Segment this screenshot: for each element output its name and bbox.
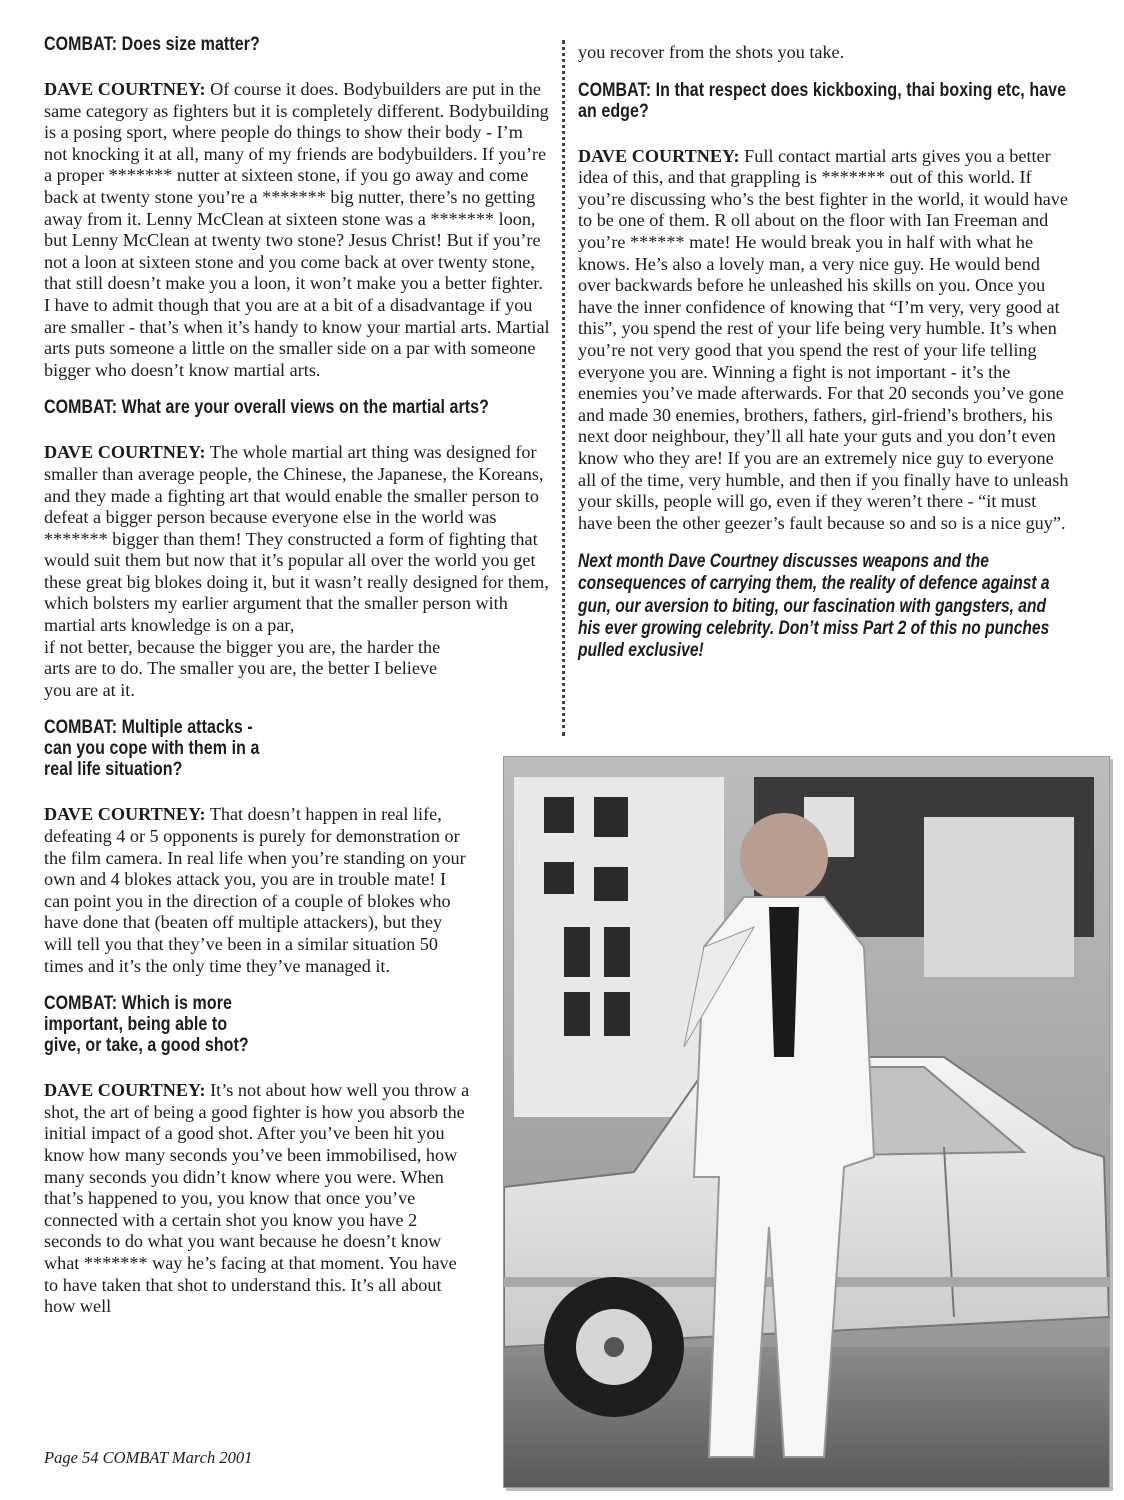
question-kickboxing: COMBAT: In that respect does kickboxing, thai boxing etc, have an edge?	[578, 78, 1067, 122]
page-footer: Page 54 COMBAT March 2001	[44, 1448, 253, 1467]
right-column	[578, 42, 1070, 661]
question-give-or-take: COMBAT: Which is more important, being able to give, or take, a good shot?	[44, 992, 249, 1057]
answer-continuation: you recover from the shots you take.	[578, 42, 845, 62]
speaker-label: DAVE COURTNEY:	[44, 442, 206, 463]
answer-martial-arts-views	[44, 442, 550, 636]
question-martial-arts-views: COMBAT: What are your overall views on the martial arts?	[44, 396, 490, 419]
answer-text: It’s not about how well you throw a shot, the art of being a good fighter is how you absorb the initial impact of a good shot. After you’ve been hit you know how many seconds you’ve been immobilised, how many seconds you didn’t know where you were. When that’s happened to you, you know that once you’ve connected with a certain shot you know you have 2 seconds to do what you want because he doesn’t know what ******* way he’s facing at that moment. You have to have taken that shot to understand this. It’s all about how well	[44, 1080, 470, 1317]
answer-size	[44, 79, 550, 381]
speaker-label: DAVE COURTNEY:	[44, 1080, 206, 1101]
speaker-label: DAVE COURTNEY:	[578, 145, 740, 166]
answer-kickboxing	[578, 146, 1070, 535]
speaker-label: DAVE COURTNEY:	[44, 804, 206, 825]
next-month-teaser: Next month Dave Courtney discusses weapons and the consequences of carrying them, the reality of defence against a gun, our aversion to biting, our fascination with gangsters, and his ever growing celebrity. Don’t miss Part 2 of this no punches pulled exclusive!	[578, 550, 1050, 662]
answer-text: That doesn’t happen in real life, defeating 4 or 5 opponents is purely for demonstration or the film camera. In real life when you’re standing on your own and 4 blokes attack you, you are in trouble mate! I can point you in the direction of a couple of blokes who have done that (beaten off multiple attackers), but they will tell you that they’ve been in a similar situation 50 times and it’s the only time they’ve managed it.	[44, 804, 466, 976]
answer-give-or-take	[44, 1080, 474, 1318]
question-multiple-attacks: COMBAT: Multiple attacks - can you cope with them in a real life situation?	[44, 716, 260, 781]
answer-martial-arts-views-tail: if not better, because the bigger you are, the harder the arts are to do. The smaller you are, the better I believe you are at it.	[44, 636, 441, 700]
answer-multiple-attacks	[44, 804, 474, 977]
answer-text: The whole martial art thing was designed for smaller than average people, the Chinese, the Japanese, the Koreans, and they made a fighting art that would enable the smaller person to defeat a bigger person because everyone else in the world was ******* bigger than them! They constructed a form of fighting that would suit them but now that it’s popular all over the world you get these great big blokes doing it, but it wasn’t really designed for them, which bolsters my earlier argument that the smaller person with martial arts knowledge is on a par,	[44, 442, 549, 636]
answer-text: Of course it does. Bodybuilders are put in the same category as fighters but it is completely different. Bodybuilding is a posing sport, where people do things to show their body - I’m not knocking it at all, many of my friends are bodybuilders. If you’re a proper ******* nutter at sixteen stone, if you go away and come back at twenty stone you’re a ******* big nutter, there’s no getting away from it. Lenny McClean at sixteen stone was a ******* loon, but Lenny McClean at twenty two stone? Jesus Christ! But if you’re not a loon at sixteen stone and you come back at over twenty stone, that still doesn’t make you a loon, it won’t make you a better fighter. I have to admit though that you are at a bit of a disadvantage if you are smaller - that’s when it’s handy to know your martial arts. Martial arts puts someone a little on the smaller side on a par with someone bigger who doesn’t know martial arts.	[44, 79, 550, 380]
question-size: COMBAT: Does size matter?	[44, 33, 260, 55]
photo-illustration	[504, 757, 1109, 1487]
answer-text: Full contact martial arts gives you a better idea of this, and that grappling is ******* out of this world. If you’re discussing who’s the best fighter in the world, it would have to be one of them. R oll about on the floor with Ian Freeman and you’re ****** mate! He would break you in half with what he knows. He’s also a lovely man, a very nice guy. He would bend over backwards before he unleashed his skills on you. Once you have the inner confidence of knowing that “I’m very, very good at this”, you spend the rest of your life being very humble. It’s when you’re not very good that you spend the rest of your life telling everyone you are. Winning a fight is not important - it’s the enemies you’ve made afterwards. For that 20 seconds you’ve gone and made 30 enemies, brothers, fathers, girl-friend’s brothers, his next door neighbour, they’ll all hate your guts and you don’t even know who they are! If you are an extremely nice guy to everyone all of the time, very humble, and then if you finally have to unleash your skills, people will go, even if they weren’t there - “it must have been the other geezer’s fault because so and so is a nice guy”.	[578, 145, 1069, 533]
column-divider	[562, 40, 565, 736]
left-column	[44, 34, 550, 1318]
speaker-label: DAVE COURTNEY:	[44, 79, 206, 99]
dave-courtney-car-photo	[503, 756, 1110, 1488]
